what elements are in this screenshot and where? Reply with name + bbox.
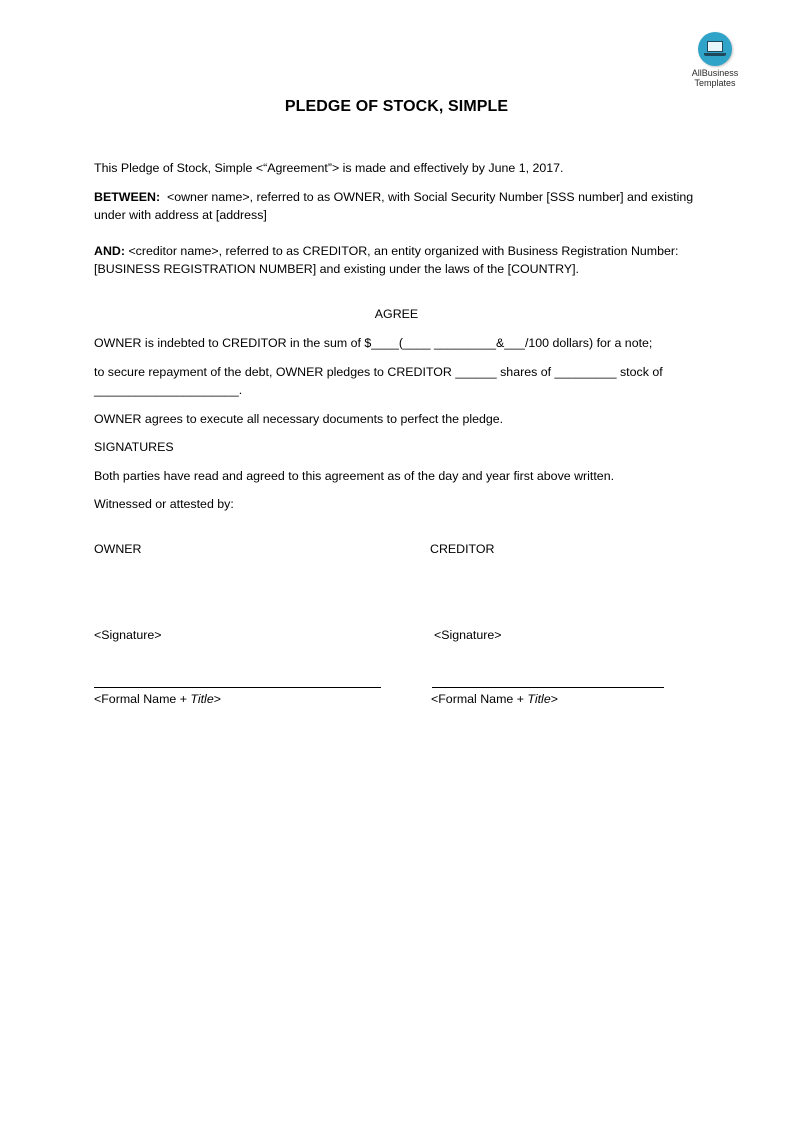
both-parties-text: Both parties have read and agreed to this agreement as of the day and year first above written. xyxy=(94,469,615,483)
creditor-signature: <Signature> xyxy=(434,628,502,642)
creditor-label: CREDITOR xyxy=(430,542,495,556)
between-paragraph xyxy=(94,188,704,224)
owner-title-text: Title xyxy=(190,692,214,706)
document-title: PLEDGE OF STOCK, SIMPLE xyxy=(284,98,509,115)
between-label: BETWEEN: xyxy=(94,190,161,204)
and-text: <creditor name>, referred to as CREDITOR, an entity organized with Business Registration Number: [BUSINESS REGISTRATION NUMBER] and existing under the laws of the [COUNTRY]. xyxy=(94,244,679,276)
owner-formal-name-text: <Formal Name + xyxy=(94,692,191,706)
creditor-signature-line xyxy=(432,687,664,688)
owner-signature: <Signature> xyxy=(94,628,162,642)
owner-formal-name xyxy=(94,690,221,708)
between-text: <owner name>, referred to as OWNER, with Social Security Number [SSS number] and existing under with address at [address] xyxy=(94,190,694,222)
signatures-heading: SIGNATURES xyxy=(94,440,174,454)
intro-paragraph: This Pledge of Stock, Simple <“Agreement”> is made and effectively by June 1, 2017. xyxy=(94,161,564,175)
logo-line-2: Templates xyxy=(694,78,736,88)
owner-formal-name-close: > xyxy=(213,692,221,706)
witnessed-text: Witnessed or attested by: xyxy=(94,497,234,511)
agree-heading: AGREE xyxy=(374,307,419,321)
owner-signature-line xyxy=(94,687,381,688)
laptop-icon xyxy=(698,32,732,66)
owner-label: OWNER xyxy=(94,542,142,556)
logo xyxy=(680,32,750,88)
logo-text xyxy=(680,68,750,88)
pledge-clause: to secure repayment of the debt, OWNER pledges to CREDITOR ______ shares of _________ stock of _____________________. xyxy=(94,365,663,397)
and-paragraph xyxy=(94,242,704,278)
debt-clause: OWNER is indebted to CREDITOR in the sum of $____(____ _________&___/100 dollars) for a note; xyxy=(94,336,653,350)
logo-line-1: AllBusiness xyxy=(691,68,739,78)
creditor-title-text: Title xyxy=(527,692,551,706)
creditor-formal-name-text: <Formal Name + xyxy=(431,692,528,706)
execute-clause: OWNER agrees to execute all necessary documents to perfect the pledge. xyxy=(94,412,504,426)
creditor-formal-name xyxy=(431,690,558,708)
and-label: AND: xyxy=(94,244,125,258)
creditor-formal-name-close: > xyxy=(550,692,558,706)
